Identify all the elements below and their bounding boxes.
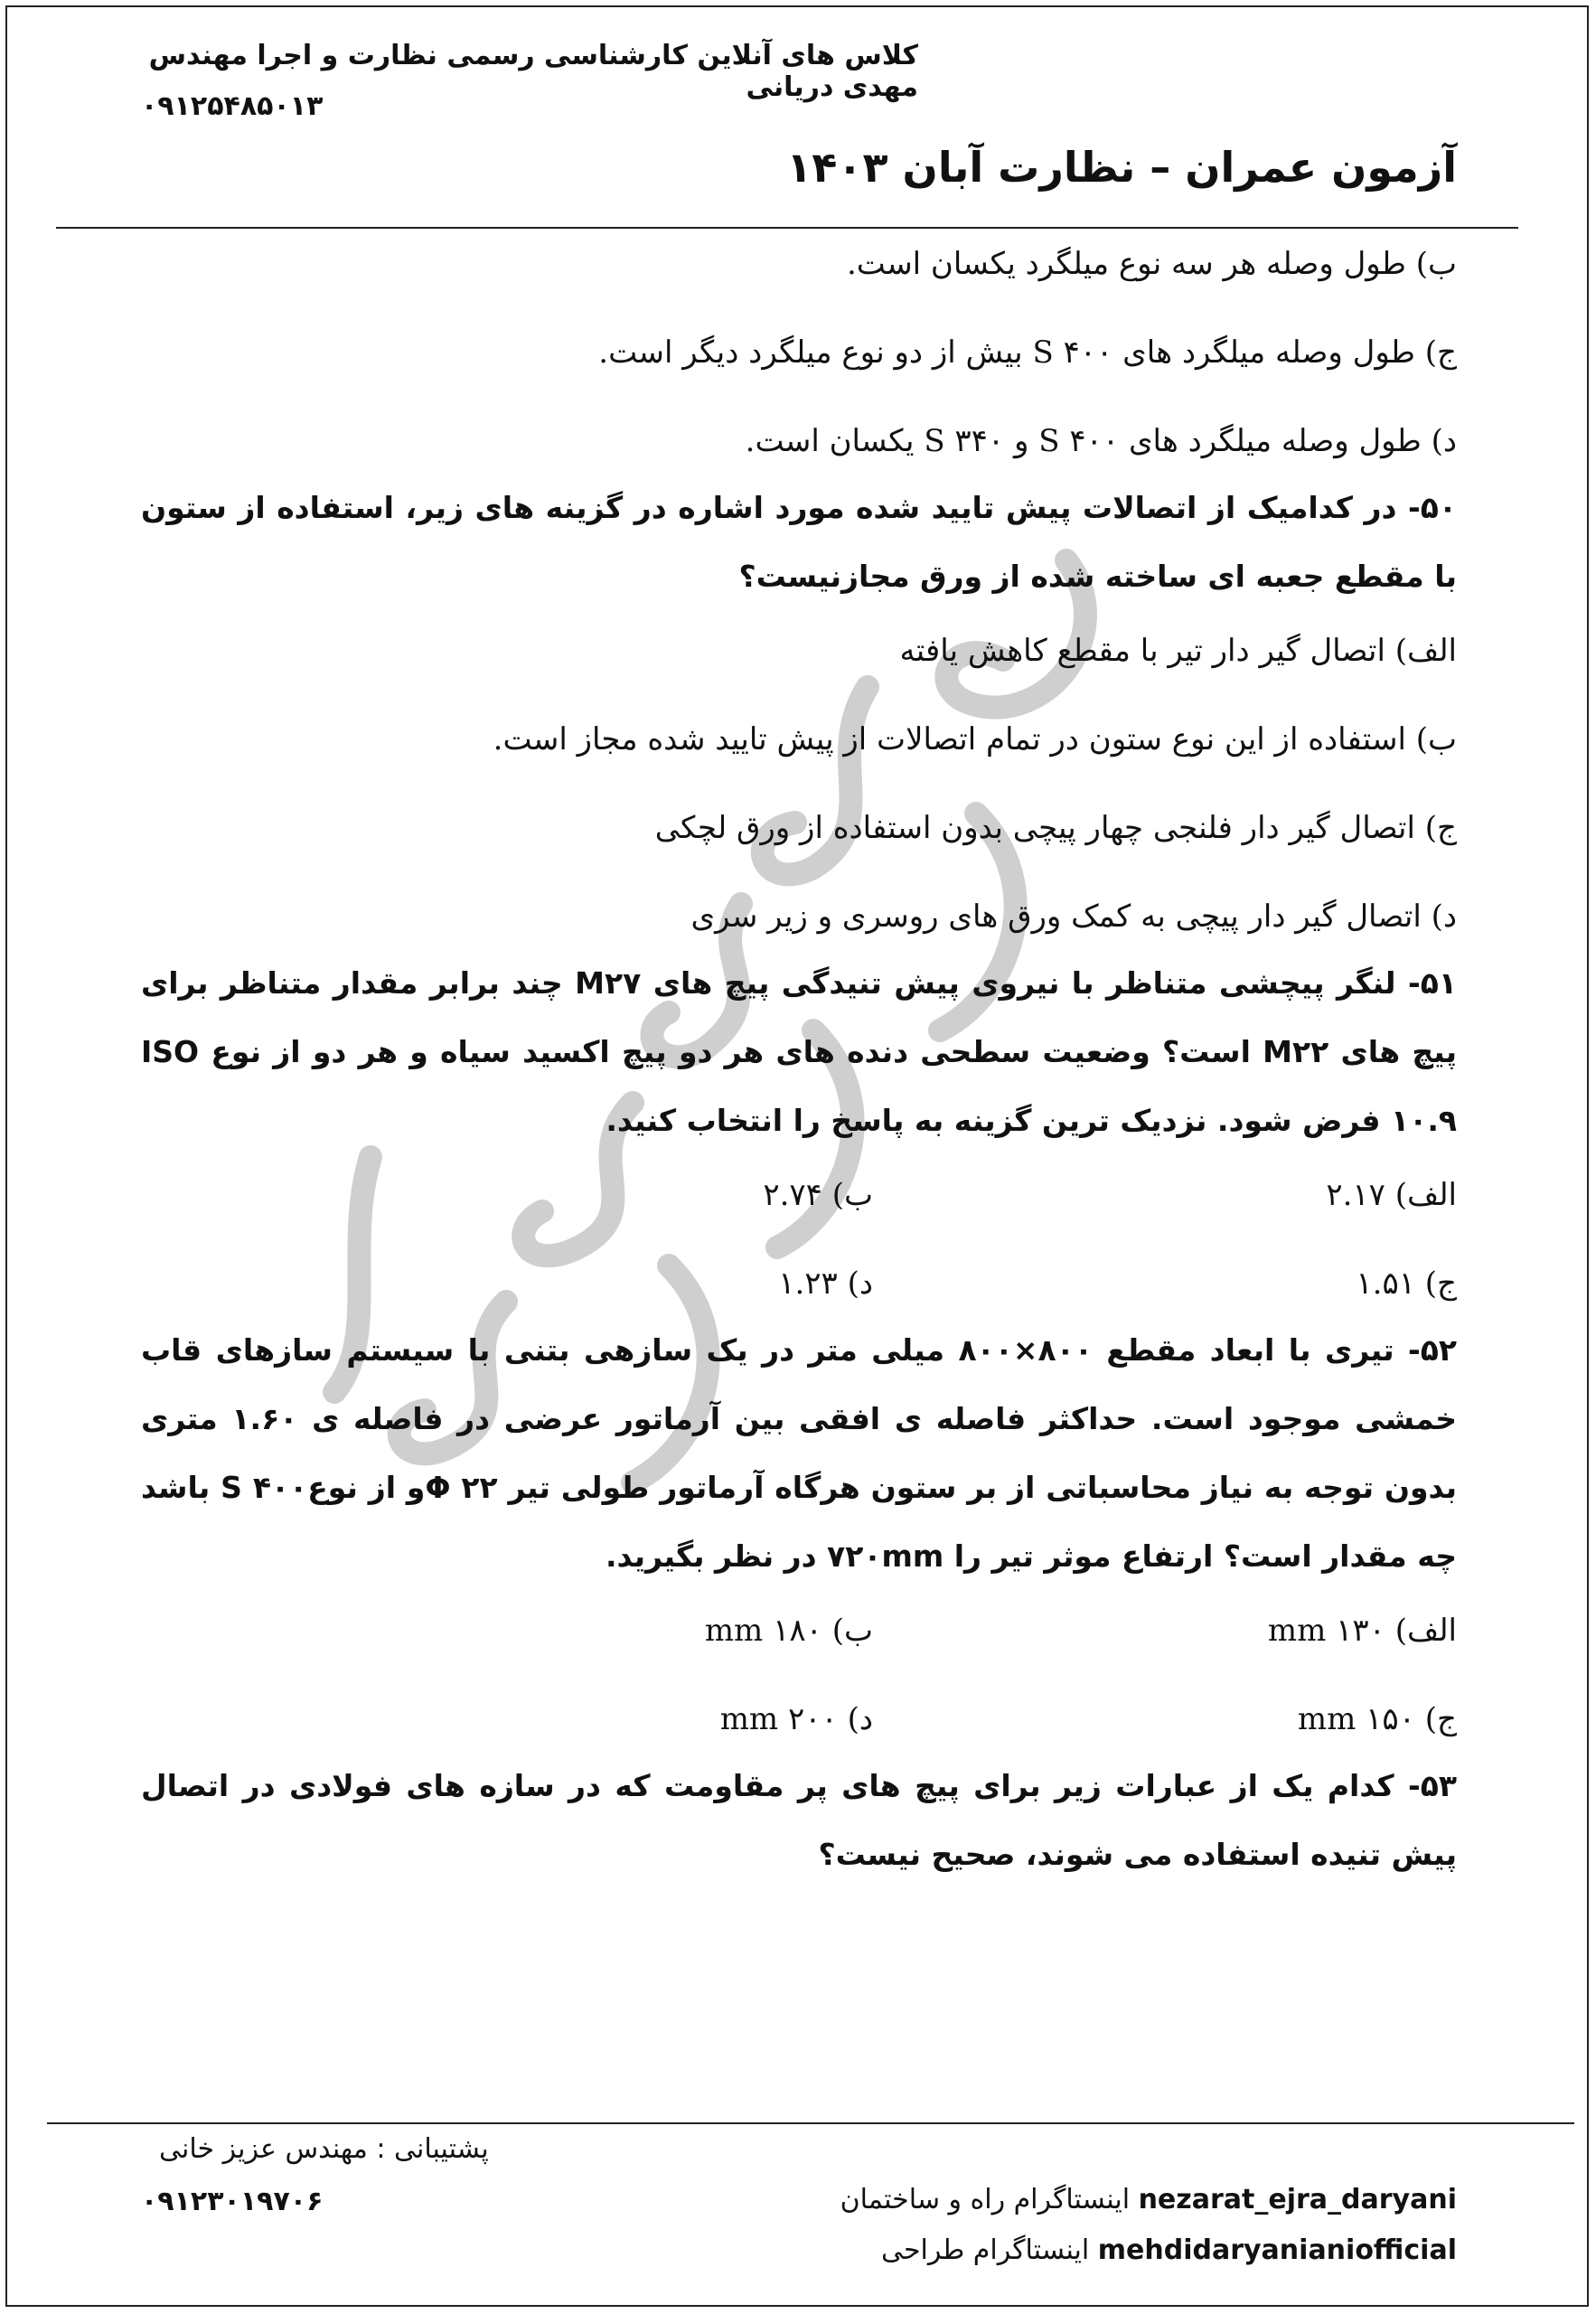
q52-option-c: ج) ۱۵۰ mm [1297, 1701, 1457, 1737]
q51-option-d: د) ۱.۲۳ [778, 1265, 873, 1302]
prev-option-b: ب) طول وصله هر سه نوع میلگرد یکسان است. [847, 246, 1457, 282]
q52-option-b: ب) ۱۸۰ mm [704, 1613, 873, 1649]
q51-option-c: ج) ۱.۵۱ [1356, 1265, 1457, 1302]
q51-option-b: ب) ۲.۷۴ [763, 1177, 873, 1213]
support-phone: ۰۹۱۲۳۰۱۹۷۰۶ [141, 2186, 324, 2217]
exam-title: آزمون عمران – نظارت آبان ۱۴۰۳ [786, 143, 1457, 192]
q50-option-a: الف) اتصال گیر دار تیر با مقطع کاهش یافته [899, 633, 1457, 669]
question-53: ۵۳- کدام یک از عبارات زیر برای پیچ های پر مقاومت که در سازه های فولادی در اتصال پیش تنیده استفاده می شوند، صحیح نیست؟ [141, 1768, 1457, 1872]
q50-option-d: د) اتصال گیر دار پیچی به کمک ورق های روسری و زیر سری [690, 898, 1457, 935]
question-51: ۵۱- لنگر پیچشی متناظر با نیروی پیش تنیدگی پیچ های M۲۷ چند برابر مقدار متناظر برای پیچ های M۲۲ است؟ وضعیت سطحی دنده های هر دو پیچ اکسید سیاه و هر دو از نوع ISO ۱۰.۹ فرض شود. نزدیک ترین گزینه به پاسخ را انتخاب کنید. [141, 965, 1457, 1138]
question-50: ۵۰- در کدامیک از اتصالات پیش تایید شده مورد اشاره در گزینه های زیر، استفاده از ستون با مقطع جعبه ای ساخته شده از ورق مجازنیست؟ [141, 490, 1457, 594]
instagram-label-construction: اینستاگرام راه و ساختمان [840, 2184, 1139, 2215]
support-contact: پشتیبانی : مهندس عزیز خانی [159, 2133, 489, 2165]
instagram-handle-design[interactable]: mehdidaryanianiofficial [1097, 2234, 1457, 2266]
instagram-handle-construction[interactable]: nezarat_ejra_daryani [1138, 2184, 1457, 2215]
q51-options-row-2 [141, 1262, 1457, 1305]
header-phone: ۰۹۱۲۵۴۸۵۰۱۳ [141, 90, 324, 122]
q52-option-a: الف) ۱۳۰ mm [1267, 1613, 1457, 1649]
instagram-design [881, 2234, 1457, 2266]
header-divider [56, 227, 1518, 229]
q52-options-row-2 [141, 1698, 1457, 1741]
footer-divider [47, 2122, 1574, 2124]
instagram-construction [840, 2184, 1457, 2215]
q51-option-a: الف) ۲.۱۷ [1326, 1177, 1457, 1213]
course-header: کلاس های آنلاین کارشناسی رسمی نظارت و اجرا مهندس مهدی دریانی [148, 40, 918, 103]
q50-option-b: ب) استفاده از این نوع ستون در تمام اتصالات از پیش تایید شده مجاز است. [493, 721, 1457, 757]
q51-options-row-1 [141, 1173, 1457, 1217]
prev-option-c: ج) طول وصله میلگرد های S ۴۰۰ بیش از دو نوع میلگرد دیگر است. [598, 334, 1457, 371]
instagram-label-design: اینستاگرام طراحی [880, 2234, 1098, 2266]
question-content [141, 242, 1457, 1907]
q50-option-c: ج) اتصال گیر دار فلنجی چهار پیچی بدون استفاده از ورق لچکی [654, 810, 1457, 846]
prev-option-d: د) طول وصله میلگرد های S ۴۰۰ و S ۳۴۰ یکسان است. [745, 423, 1457, 459]
question-52: ۵۲- تیری با ابعاد مقطع ۸۰۰×۸۰۰ میلی متر در یک سازهی بتنی با سیستم سازهای قاب خمشی موجود است. حداکثر فاصله ی افقی بین آرماتور عرضی در فاصله ی ۱.۶۰ متری بدون توجه به نیاز محاسباتی از بر ستون هرگاه آرماتور طولی تیر ۲۲ Φو از نوع۴۰۰ S باشد چه مقدار است؟ ارتفاع موثر تیر را ۷۲۰mm در نظر بگیرید. [141, 1332, 1458, 1574]
q52-options-row-1 [141, 1609, 1457, 1652]
q52-option-d: د) ۲۰۰ mm [719, 1701, 873, 1737]
